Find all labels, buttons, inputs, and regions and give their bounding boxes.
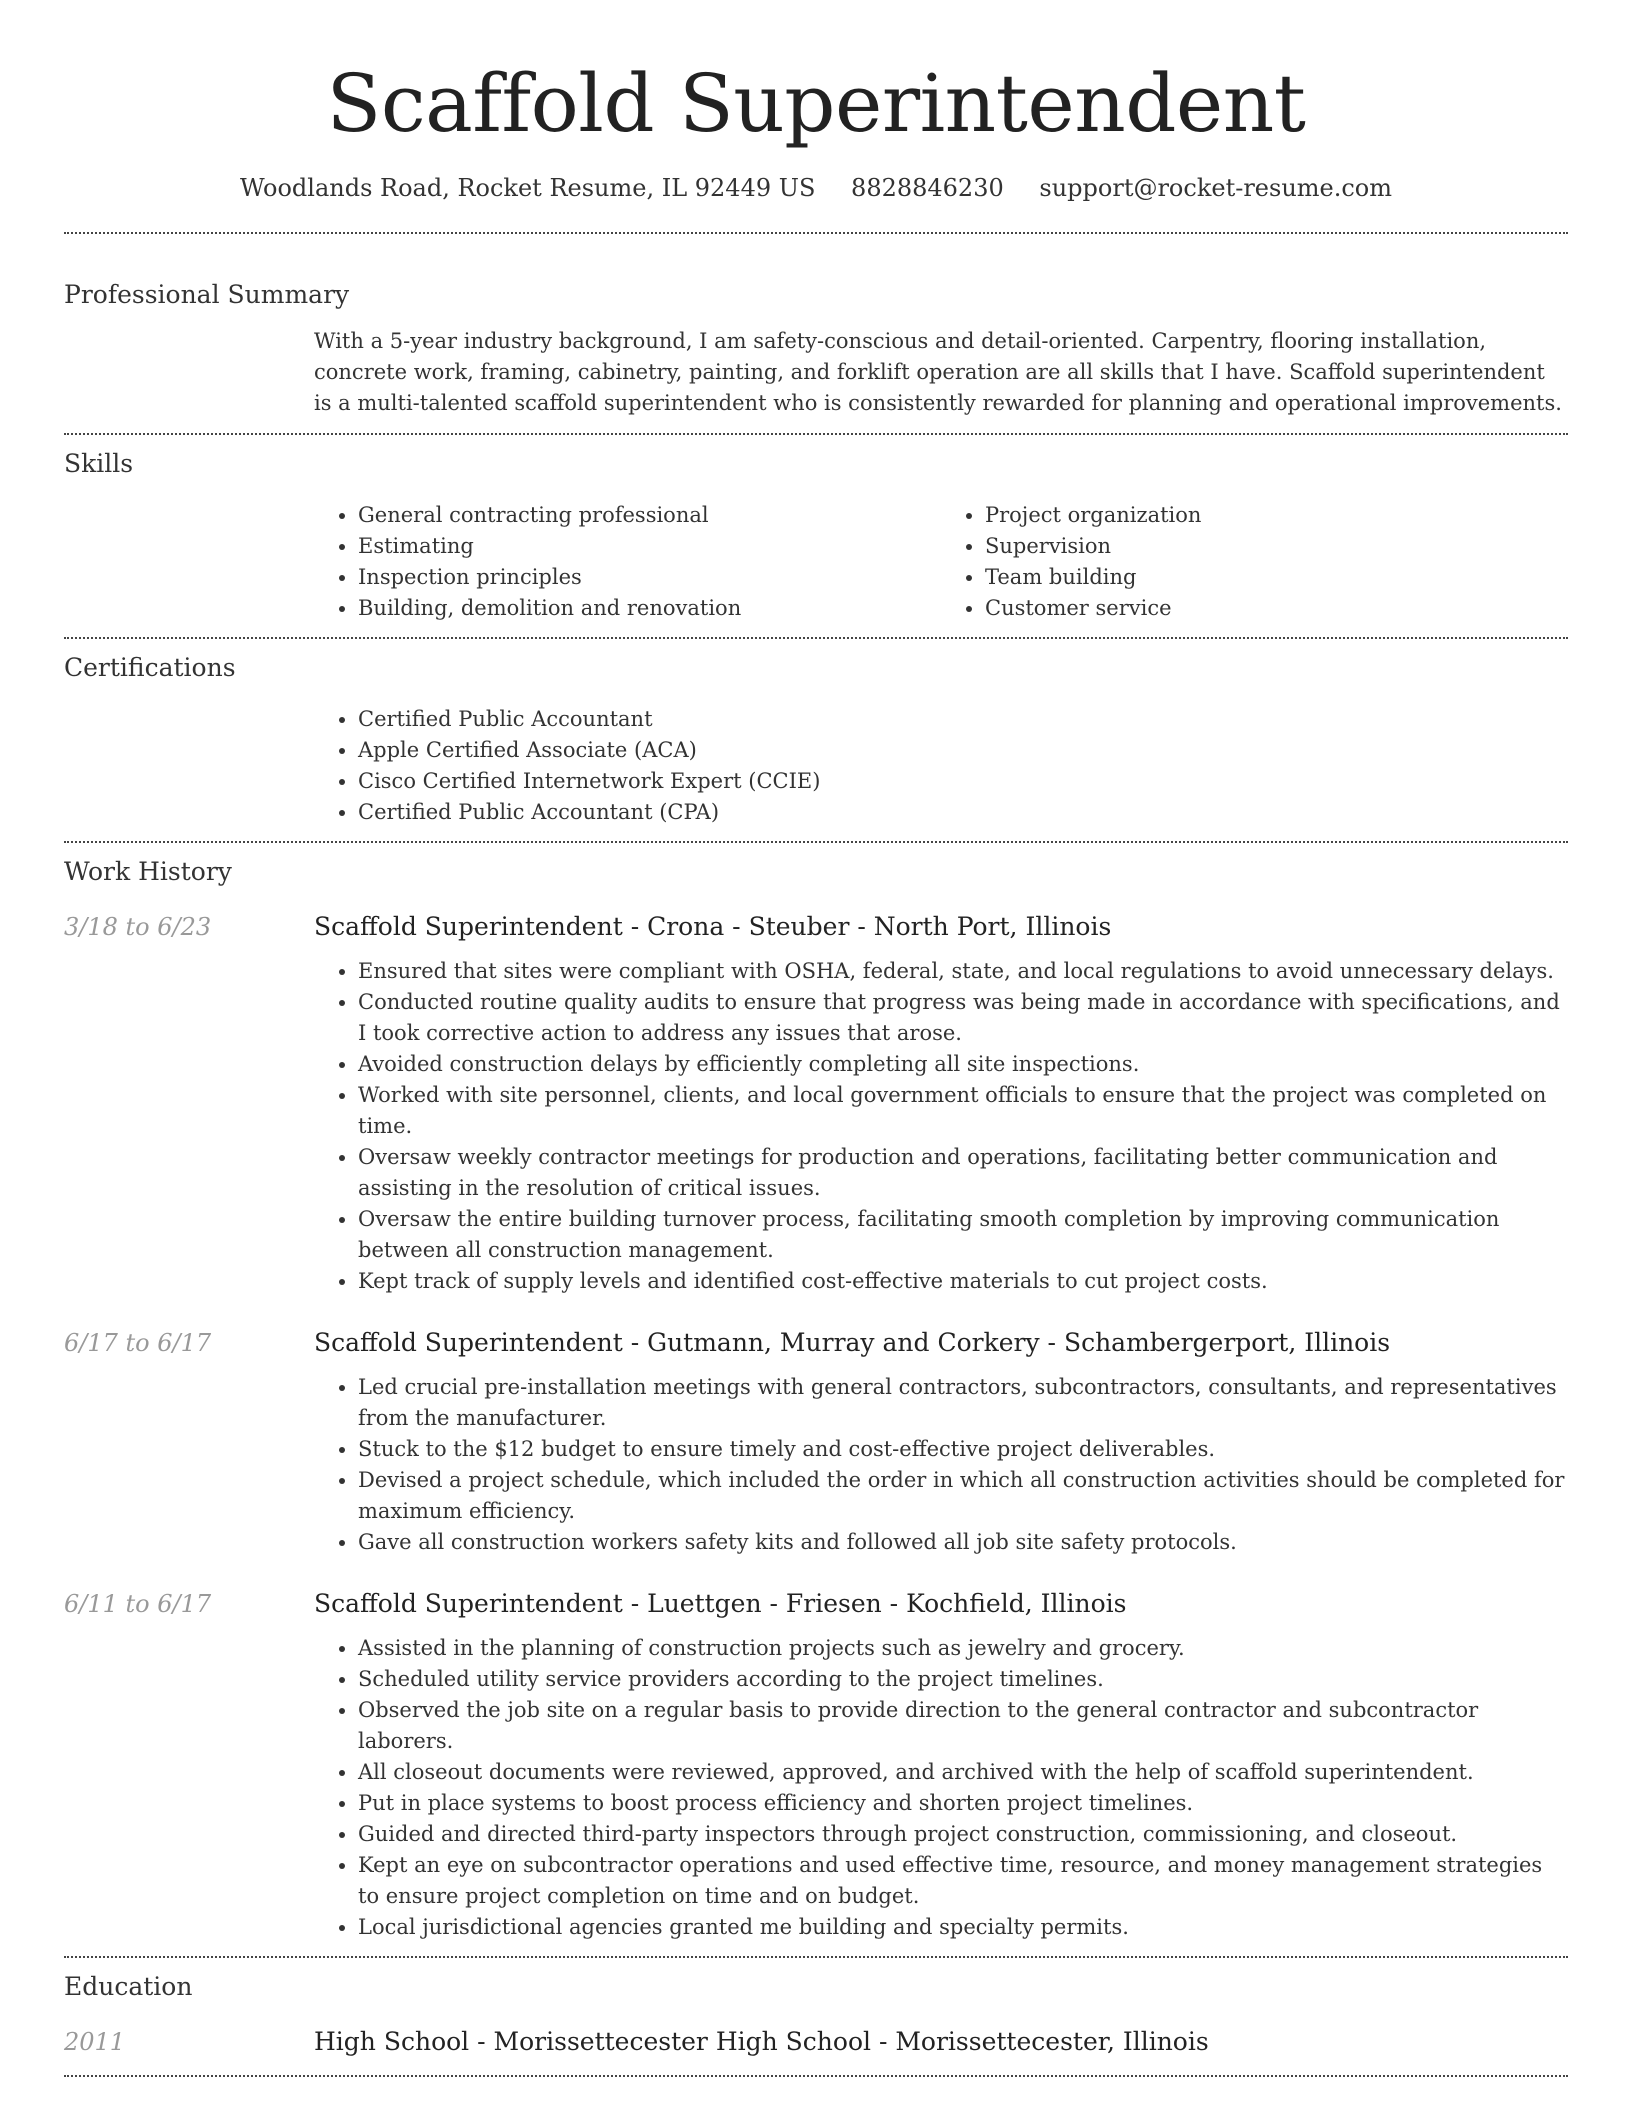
- job-entry: [64, 1587, 1568, 1943]
- contact-address: Woodlands Road, Rocket Resume, IL 92449 US: [239, 174, 816, 202]
- job-bullet: • Scheduled utility service providers according to the project timelines.: [358, 1664, 1568, 1695]
- skill-item: • Building, demolition and renovation: [358, 593, 941, 624]
- job-entry: [64, 910, 1568, 1297]
- job-bullet: • Kept track of supply levels and identified cost-effective materials to cut project costs.: [358, 1266, 1568, 1297]
- job-bullets: [314, 956, 1568, 1297]
- work-history-section: [0, 843, 1632, 1943]
- candidate-name: Scaffold Superintendent: [326, 57, 1306, 150]
- job-bullet: • Assisted in the planning of construction projects such as jewelry and grocery.: [358, 1633, 1568, 1664]
- job-bullet: • Local jurisdictional agencies granted me building and specialty permits.: [358, 1912, 1568, 1943]
- certification-item: • Certified Public Accountant (CPA): [358, 797, 1568, 828]
- contact-phone: 8828846230: [851, 174, 1004, 202]
- skill-item: • Team building: [985, 562, 1568, 593]
- job-entry: [64, 1326, 1568, 1558]
- summary-text: With a 5-year industry background, I am safety-conscious and detail-oriented. Carpentry, flooring installation, concrete work, framing, cabinetry, painting, and forklift operation are all skills that I have. Scaffold superintendent is a multi-talented scaffold superintendent who is consistently rewarded for planning and operational improvements.: [314, 329, 1562, 415]
- job-bullet: • Ensured that sites were compliant with OSHA, federal, state, and local regulations to avoid unnecessary delays.: [358, 956, 1568, 987]
- skills-list-right: [941, 500, 1568, 624]
- skill-item: • Supervision: [985, 531, 1568, 562]
- certification-item: • Cisco Certified Internetwork Expert (CCIE): [358, 766, 1568, 797]
- skills-list-left: [314, 500, 941, 624]
- section-title-skills: Skills: [64, 449, 134, 478]
- section-title-summary: Professional Summary: [64, 280, 350, 309]
- resume-header: [0, 0, 1632, 204]
- summary-section: [0, 234, 1632, 419]
- section-title-work-history: Work History: [64, 857, 232, 886]
- section-title-certifications: Certifications: [64, 653, 236, 682]
- section-divider: [64, 2075, 1568, 2077]
- job-bullet: • Kept an eye on subcontractor operations and used effective time, resource, and money management strategies to ensure project completion on time and on budget.: [358, 1850, 1568, 1912]
- job-bullet: • Avoided construction delays by efficiently completing all site inspections.: [358, 1049, 1568, 1080]
- education-year: 2011: [64, 2028, 126, 2056]
- job-title: Scaffold Superintendent - Luettgen - Friesen - Kochfield, Illinois: [314, 1589, 1127, 1618]
- certification-item: • Apple Certified Associate (ACA): [358, 735, 1568, 766]
- job-bullets: [314, 1633, 1568, 1943]
- education-details: High School - Morissettecester High School - Morissettecester, Illinois: [314, 2027, 1209, 2056]
- job-bullet: • Gave all construction workers safety kits and followed all job site safety protocols.: [358, 1527, 1568, 1558]
- job-bullet: • Devised a project schedule, which included the order in which all construction activities should be completed for maximum efficiency.: [358, 1465, 1568, 1527]
- job-title: Scaffold Superintendent - Crona - Steuber - North Port, Illinois: [314, 912, 1112, 941]
- section-title-education: Education: [64, 1972, 193, 2001]
- job-bullet: • Oversaw the entire building turnover process, facilitating smooth completion by improving communication between all construction management.: [358, 1204, 1568, 1266]
- certifications-list: [314, 704, 1568, 828]
- certification-item: • Certified Public Accountant: [358, 704, 1568, 735]
- job-bullet: • Worked with site personnel, clients, and local government officials to ensure that the project was completed on time.: [358, 1080, 1568, 1142]
- job-bullets: [314, 1372, 1568, 1558]
- job-bullet: • Oversaw weekly contractor meetings for production and operations, facilitating better communication and assisting in the resolution of critical issues.: [358, 1142, 1568, 1204]
- skill-item: • Inspection principles: [358, 562, 941, 593]
- contact-email: support@rocket-resume.com: [1039, 174, 1393, 202]
- job-bullet: • Stuck to the $12 budget to ensure timely and cost-effective project deliverables.: [358, 1434, 1568, 1465]
- job-bullet: • Led crucial pre-installation meetings with general contractors, subcontractors, consultants, and representatives from the manufacturer.: [358, 1372, 1568, 1434]
- certifications-section: [0, 639, 1632, 828]
- education-entry: [64, 2025, 1568, 2059]
- education-section: [0, 1958, 1632, 2059]
- skill-item: • Estimating: [358, 531, 941, 562]
- job-bullet: • Conducted routine quality audits to ensure that progress was being made in accordance with specifications, and I took corrective action to address any issues that arose.: [358, 987, 1568, 1049]
- skills-section: [0, 435, 1632, 624]
- job-bullet: • All closeout documents were reviewed, approved, and archived with the help of scaffold superintendent.: [358, 1757, 1568, 1788]
- job-title: Scaffold Superintendent - Gutmann, Murray and Corkery - Schambergerport, Illinois: [314, 1328, 1391, 1357]
- job-bullet: • Guided and directed third-party inspectors through project construction, commissioning, and closeout.: [358, 1819, 1568, 1850]
- skill-item: • Customer service: [985, 593, 1568, 624]
- skill-item: • General contracting professional: [358, 500, 941, 531]
- job-dates: 6/11 to 6/17: [64, 1590, 212, 1618]
- skill-item: • Project organization: [985, 500, 1568, 531]
- contact-line: [0, 172, 1632, 204]
- job-dates: 3/18 to 6/23: [64, 913, 212, 941]
- job-dates: 6/17 to 6/17: [64, 1329, 212, 1357]
- job-bullet: • Observed the job site on a regular basis to provide direction to the general contractor and subcontractor laborers.: [358, 1695, 1568, 1757]
- job-bullet: • Put in place systems to boost process efficiency and shorten project timelines.: [358, 1788, 1568, 1819]
